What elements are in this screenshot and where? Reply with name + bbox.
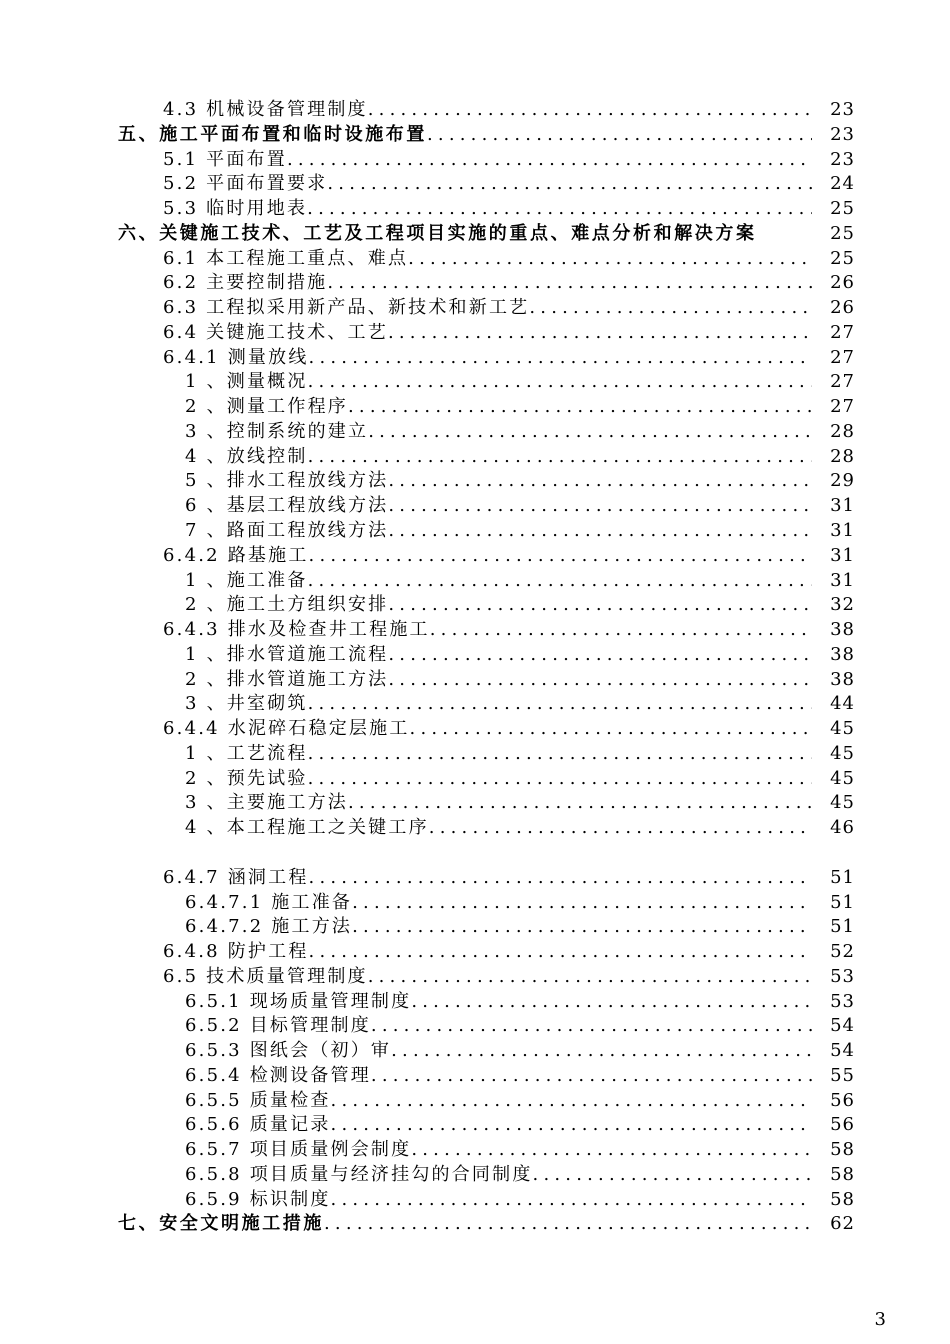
toc-entry-page-number: 26 bbox=[830, 272, 855, 294]
toc-entry-text bbox=[163, 321, 812, 346]
toc-entry-text bbox=[163, 866, 812, 891]
toc-entry-label: 5 、排水工程放线方法 bbox=[185, 470, 389, 492]
toc-entry-label: 6.4.3 排水及检查井工程施工 bbox=[163, 619, 430, 641]
toc-entry[interactable] bbox=[0, 1014, 950, 1039]
toc-entry-label: 6.4.4 水泥碎石稳定层施工 bbox=[163, 718, 410, 740]
toc-entry-label: 6.5.7 项目质量例会制度 bbox=[185, 1139, 412, 1161]
toc-entry-label: 6.5.3 图纸会（初）审 bbox=[185, 1040, 392, 1062]
toc-entry-label: 6.1 本工程施工重点、难点 bbox=[163, 247, 409, 269]
toc-entry[interactable] bbox=[0, 544, 950, 569]
toc-entry[interactable] bbox=[0, 247, 950, 272]
toc-entry-label: 2 、预先试验 bbox=[185, 767, 308, 789]
dot-leader bbox=[352, 915, 812, 940]
dot-leader bbox=[331, 1089, 812, 1114]
toc-entry-page-number: 44 bbox=[830, 693, 855, 715]
dot-leader bbox=[429, 816, 812, 841]
toc-entry[interactable] bbox=[0, 940, 950, 965]
toc-entry-page-number: 56 bbox=[830, 1114, 855, 1136]
toc-entry-label: 七、安全文明施工措施 bbox=[118, 1213, 324, 1235]
toc-entry-label: 1 、施工准备 bbox=[185, 569, 308, 591]
toc-entry-page-number: 51 bbox=[830, 866, 855, 888]
dot-leader bbox=[388, 668, 812, 693]
toc-entry[interactable] bbox=[0, 1138, 950, 1163]
dot-leader bbox=[307, 197, 812, 222]
dot-leader bbox=[533, 1163, 812, 1188]
dot-leader bbox=[529, 296, 812, 321]
toc-entry-page-number: 51 bbox=[830, 891, 855, 913]
toc-entry-label: 6.5.4 检测设备管理 bbox=[185, 1064, 371, 1086]
toc-entry[interactable] bbox=[0, 1188, 950, 1213]
dot-leader bbox=[348, 395, 812, 420]
toc-entry-page-number: 53 bbox=[830, 990, 855, 1012]
toc-entry[interactable] bbox=[0, 469, 950, 494]
toc-entry[interactable] bbox=[0, 990, 950, 1015]
toc-entry-text bbox=[185, 569, 812, 594]
toc-entry-text bbox=[163, 197, 812, 222]
toc-entry[interactable] bbox=[0, 1163, 950, 1188]
dot-leader bbox=[391, 1039, 812, 1064]
dot-leader bbox=[308, 692, 812, 717]
toc-entry-text bbox=[185, 420, 812, 445]
toc-entry-label: 5.1 平面布置 bbox=[163, 148, 287, 170]
toc-entry-label: 1 、工艺流程 bbox=[185, 742, 308, 764]
toc-entry[interactable] bbox=[0, 742, 950, 767]
toc-entry[interactable] bbox=[0, 197, 950, 222]
dot-leader bbox=[411, 990, 812, 1015]
toc-entry-label: 六、关键施工技术、工艺及工程项目实施的重点、难点分析和解决方案 bbox=[118, 222, 757, 244]
toc-entry-page-number: 23 bbox=[830, 123, 855, 145]
toc-entry-label: 6.5.5 质量检查 bbox=[185, 1089, 331, 1111]
toc-entry-page-number: 24 bbox=[830, 173, 855, 195]
toc-entry[interactable] bbox=[0, 346, 950, 371]
toc-entry-label: 4 、放线控制 bbox=[185, 445, 308, 467]
toc-entry[interactable] bbox=[0, 717, 950, 742]
toc-entry-label: 6.4 关键施工技术、工艺 bbox=[163, 321, 388, 343]
toc-entry-text bbox=[185, 1163, 812, 1188]
toc-entry-page-number: 31 bbox=[830, 495, 855, 517]
toc-entry[interactable] bbox=[0, 1212, 950, 1237]
toc-entry[interactable] bbox=[0, 767, 950, 792]
dot-leader bbox=[430, 618, 812, 643]
toc-entry[interactable] bbox=[0, 420, 950, 445]
toc-entry-page-number: 51 bbox=[830, 916, 855, 938]
toc-entry[interactable] bbox=[0, 891, 950, 916]
toc-entry-label: 6.3 工程拟采用新产品、新技术和新工艺 bbox=[163, 297, 530, 319]
toc-entry-label: 1 、排水管道施工流程 bbox=[185, 643, 389, 665]
toc-entry[interactable] bbox=[0, 395, 950, 420]
toc-entry-page-number: 31 bbox=[830, 569, 855, 591]
toc-entry[interactable] bbox=[0, 791, 950, 816]
toc-entry-text bbox=[163, 940, 812, 965]
toc-spacer bbox=[0, 841, 950, 866]
toc-entry-text bbox=[163, 172, 812, 197]
toc-entry-text bbox=[185, 445, 812, 470]
toc-entry-text bbox=[118, 222, 812, 247]
toc-entry-label: 2 、施工土方组织安排 bbox=[185, 594, 389, 616]
toc-entry-label: 6.5 技术质量管理制度 bbox=[163, 965, 368, 987]
dot-leader bbox=[308, 767, 812, 792]
toc-entry-text bbox=[185, 915, 812, 940]
toc-entry-text bbox=[163, 296, 812, 321]
toc-entry-label: 6.5.6 质量记录 bbox=[185, 1114, 331, 1136]
dot-leader bbox=[327, 271, 812, 296]
toc-entry-text bbox=[185, 816, 812, 841]
toc-entry[interactable] bbox=[0, 1089, 950, 1114]
toc-entry-page-number: 55 bbox=[830, 1064, 855, 1086]
toc-entry-text bbox=[163, 148, 812, 173]
toc-entry-text bbox=[185, 692, 812, 717]
toc-entry-page-number: 26 bbox=[830, 297, 855, 319]
toc-entry-text bbox=[185, 370, 812, 395]
toc-entry-label: 6.4.7.2 施工方法 bbox=[185, 916, 353, 938]
toc-entry-text bbox=[185, 668, 812, 693]
toc-entry-text bbox=[185, 469, 812, 494]
toc-entry[interactable] bbox=[0, 494, 950, 519]
toc-entry-label: 6.5.8 项目质量与经济挂勾的合同制度 bbox=[185, 1163, 533, 1185]
toc-entry-page-number: 28 bbox=[830, 420, 855, 442]
toc-entry-page-number: 27 bbox=[830, 396, 855, 418]
toc-entry-page-number: 27 bbox=[830, 321, 855, 343]
toc-entry[interactable] bbox=[0, 915, 950, 940]
toc-entry[interactable] bbox=[0, 643, 950, 668]
toc-entry-text bbox=[163, 346, 812, 371]
toc-entry-text bbox=[163, 544, 812, 569]
toc-entry-label: 5.3 临时用地表 bbox=[163, 198, 308, 220]
toc-entry-text bbox=[185, 1089, 812, 1114]
toc-entry-page-number: 25 bbox=[830, 198, 855, 220]
toc-entry[interactable] bbox=[0, 816, 950, 841]
toc-entry-label: 5.2 平面布置要求 bbox=[163, 173, 328, 195]
toc-entry-page-number: 58 bbox=[830, 1188, 855, 1210]
dot-leader bbox=[371, 1014, 812, 1039]
toc-entry[interactable] bbox=[0, 222, 950, 247]
toc-entry-page-number: 27 bbox=[830, 371, 855, 393]
toc-entry-label: 2 、测量工作程序 bbox=[185, 396, 348, 418]
toc-entry-text bbox=[163, 965, 812, 990]
toc-entry-page-number: 62 bbox=[830, 1213, 855, 1235]
dot-leader bbox=[309, 866, 812, 891]
toc-entry-label: 6.4.1 测量放线 bbox=[163, 346, 309, 368]
toc-entry-label: 6.5.1 现场质量管理制度 bbox=[185, 990, 412, 1012]
toc-entry-page-number: 46 bbox=[830, 817, 855, 839]
toc-entry-text bbox=[185, 519, 812, 544]
toc-entry-label: 6.5.2 目标管理制度 bbox=[185, 1015, 371, 1037]
toc-entry-label: 6.2 主要控制措施 bbox=[163, 272, 328, 294]
dot-leader bbox=[348, 791, 812, 816]
dot-leader bbox=[388, 494, 812, 519]
toc-entry-text bbox=[185, 643, 812, 668]
toc-entry-text bbox=[118, 123, 812, 148]
toc-entry-page-number: 45 bbox=[830, 792, 855, 814]
toc-entry-label: 3 、主要施工方法 bbox=[185, 792, 348, 814]
dot-leader bbox=[309, 940, 812, 965]
dot-leader bbox=[371, 1064, 812, 1089]
toc-entry-page-number: 45 bbox=[830, 742, 855, 764]
toc-entry[interactable] bbox=[0, 692, 950, 717]
toc-entry-page-number: 25 bbox=[830, 222, 855, 244]
toc-entry-text bbox=[163, 247, 812, 272]
dot-leader bbox=[410, 717, 812, 742]
toc-entry-text bbox=[185, 1014, 812, 1039]
dot-leader bbox=[388, 519, 812, 544]
toc-entry-page-number: 25 bbox=[830, 247, 855, 269]
toc-entry-label: 6 、基层工程放线方法 bbox=[185, 495, 389, 517]
toc-entry-page-number: 32 bbox=[830, 594, 855, 616]
toc-entry-text bbox=[185, 891, 812, 916]
toc-entry-label: 3 、井室砌筑 bbox=[185, 693, 308, 715]
toc-entry-label: 4 、本工程施工之关键工序 bbox=[185, 817, 429, 839]
toc-entry-text bbox=[185, 990, 812, 1015]
dot-leader bbox=[308, 445, 812, 470]
toc-entry-page-number: 45 bbox=[830, 718, 855, 740]
toc-entry-text bbox=[185, 395, 812, 420]
toc-entry-label: 3 、控制系统的建立 bbox=[185, 420, 369, 442]
page-number: 3 bbox=[874, 1309, 886, 1330]
toc-entry-page-number: 28 bbox=[830, 445, 855, 467]
dot-leader bbox=[327, 172, 812, 197]
toc-entry-page-number: 53 bbox=[830, 965, 855, 987]
toc-entry-text bbox=[118, 1212, 812, 1237]
toc-entry-label: 4.3 机械设备管理制度 bbox=[163, 99, 368, 120]
toc-entry[interactable] bbox=[0, 172, 950, 197]
toc-entry[interactable] bbox=[0, 148, 950, 173]
toc-entry-text bbox=[163, 98, 812, 123]
toc-entry-text bbox=[185, 1039, 812, 1064]
toc-entry-page-number: 38 bbox=[830, 619, 855, 641]
toc-entry-label: 1 、测量概况 bbox=[185, 371, 308, 393]
dot-leader bbox=[331, 1113, 812, 1138]
toc-entry[interactable] bbox=[0, 965, 950, 990]
dot-leader bbox=[287, 148, 812, 173]
toc-entry-page-number: 45 bbox=[830, 767, 855, 789]
toc-entry-text bbox=[185, 1138, 812, 1163]
toc-entry-page-number: 58 bbox=[830, 1163, 855, 1185]
dot-leader bbox=[368, 420, 812, 445]
dot-leader bbox=[308, 370, 812, 395]
toc-entry-page-number: 23 bbox=[830, 99, 855, 120]
toc-entry[interactable] bbox=[0, 618, 950, 643]
toc-entry[interactable] bbox=[0, 296, 950, 321]
toc-entry[interactable] bbox=[0, 1064, 950, 1089]
toc-entry[interactable] bbox=[0, 1039, 950, 1064]
toc-entry-text bbox=[185, 1064, 812, 1089]
dot-leader bbox=[368, 965, 812, 990]
toc-entry-label: 6.4.7.1 施工准备 bbox=[185, 891, 353, 913]
toc-entry-text bbox=[185, 767, 812, 792]
dot-leader bbox=[388, 321, 812, 346]
toc-entry-text bbox=[163, 717, 812, 742]
toc-entry-page-number: 27 bbox=[830, 346, 855, 368]
dot-leader bbox=[331, 1188, 812, 1213]
dot-leader bbox=[411, 1138, 812, 1163]
dot-leader bbox=[309, 346, 812, 371]
toc-entry-label: 五、施工平面布置和临时设施布置 bbox=[118, 123, 427, 145]
toc-entry[interactable] bbox=[0, 668, 950, 693]
toc-entry-page-number: 31 bbox=[830, 520, 855, 542]
toc-entry-label: 6.5.9 标识制度 bbox=[185, 1188, 331, 1210]
toc-entry-page-number: 31 bbox=[830, 544, 855, 566]
toc-entry-text bbox=[185, 791, 812, 816]
toc-entry-label: 6.4.8 防护工程 bbox=[163, 941, 309, 963]
toc-entry-label: 6.4.7 涵洞工程 bbox=[163, 866, 309, 888]
toc-entry[interactable] bbox=[0, 321, 950, 346]
toc-entry-text bbox=[185, 742, 812, 767]
dot-leader bbox=[324, 1212, 812, 1237]
toc-entry-text bbox=[185, 1113, 812, 1138]
toc-entry[interactable] bbox=[0, 593, 950, 618]
toc-entry-page-number: 54 bbox=[830, 1040, 855, 1062]
dot-leader bbox=[427, 123, 812, 148]
dot-leader bbox=[388, 469, 812, 494]
dot-leader bbox=[388, 593, 812, 618]
toc-entry-page-number: 38 bbox=[830, 668, 855, 690]
toc-entry-page-number: 52 bbox=[830, 941, 855, 963]
table-of-contents bbox=[0, 98, 950, 1237]
toc-entry-page-number: 54 bbox=[830, 1015, 855, 1037]
toc-entry[interactable] bbox=[0, 569, 950, 594]
toc-entry-text bbox=[185, 1188, 812, 1213]
toc-entry[interactable] bbox=[0, 519, 950, 544]
toc-entry-text bbox=[185, 593, 812, 618]
toc-entry-page-number: 56 bbox=[830, 1089, 855, 1111]
toc-entry[interactable] bbox=[0, 866, 950, 891]
toc-entry-page-number: 23 bbox=[830, 148, 855, 170]
toc-entry[interactable] bbox=[0, 271, 950, 296]
dot-leader bbox=[309, 544, 812, 569]
toc-entry-page-number: 58 bbox=[830, 1139, 855, 1161]
dot-leader bbox=[388, 643, 812, 668]
toc-entry-label: 6.4.2 路基施工 bbox=[163, 544, 309, 566]
toc-entry-page-number: 38 bbox=[830, 643, 855, 665]
dot-leader bbox=[308, 742, 812, 767]
toc-entry-page-number: 29 bbox=[830, 470, 855, 492]
toc-entry[interactable] bbox=[0, 370, 950, 395]
toc-entry[interactable] bbox=[0, 445, 950, 470]
dot-leader bbox=[408, 247, 812, 272]
dot-leader bbox=[308, 569, 812, 594]
toc-entry[interactable] bbox=[0, 1113, 950, 1138]
toc-entry[interactable] bbox=[0, 98, 950, 123]
toc-entry-label: 7 、路面工程放线方法 bbox=[185, 520, 389, 542]
toc-entry-text bbox=[163, 618, 812, 643]
dot-leader bbox=[368, 98, 812, 123]
dot-leader bbox=[352, 891, 812, 916]
toc-entry[interactable] bbox=[0, 123, 950, 148]
toc-entry-text bbox=[185, 494, 812, 519]
toc-entry-text bbox=[163, 271, 812, 296]
toc-entry-label: 2 、排水管道施工方法 bbox=[185, 668, 389, 690]
